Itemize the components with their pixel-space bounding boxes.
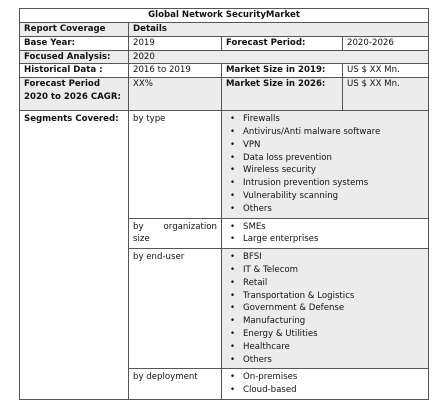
list-item: • Manufacturing: [226, 315, 424, 328]
organization-size-list: [226, 221, 424, 247]
report-table-container: [19, 8, 428, 400]
list-item: • Others: [226, 354, 424, 367]
segment-items: [222, 249, 429, 369]
end-user-list: [226, 251, 424, 366]
list-item: • Retail: [226, 277, 424, 290]
list-item: • Large enterprises: [226, 233, 424, 246]
market-size-2019-label: Market Size in 2019:: [222, 64, 343, 78]
base-year-value: 2019: [129, 36, 222, 50]
list-item: • Cloud-based: [226, 384, 424, 397]
base-year-label: Base Year:: [20, 36, 129, 50]
header-report-coverage: Report Coverage: [20, 23, 129, 37]
list-item: • Transportation & Logistics: [226, 290, 424, 303]
list-item: • VPN: [226, 139, 424, 152]
list-item: • Intrusion prevention systems: [226, 177, 424, 190]
cagr-label: Forecast Period 2020 to 2026 CAGR:: [20, 78, 129, 111]
segment-name: by deployment: [129, 369, 222, 400]
list-item: • Antivirus/Anti malware software: [226, 126, 424, 139]
list-item: • Energy & Utilities: [226, 328, 424, 341]
segment-name: by type: [129, 111, 222, 218]
list-item: • Wireless security: [226, 164, 424, 177]
market-size-2026-label: Market Size in 2026:: [222, 78, 343, 111]
header-details: Details: [129, 23, 429, 37]
row-historical: [20, 64, 429, 78]
segment-items: [222, 369, 429, 400]
report-coverage-table: [19, 8, 429, 400]
row-base-year: [20, 36, 429, 50]
segment-items: [222, 218, 429, 249]
list-item: • On-premises: [226, 371, 424, 384]
segment-name: [129, 218, 222, 249]
list-item: • Government & Defense: [226, 302, 424, 315]
list-item: • Data loss prevention: [226, 152, 424, 165]
focused-analysis-value: 2020: [129, 50, 429, 64]
segment-items: [222, 111, 429, 218]
list-item: • BFSI: [226, 251, 424, 264]
market-size-2026-value: US $ XX Mn.: [343, 78, 429, 111]
deployment-list: [226, 371, 424, 397]
table-title: Global Network SecurityMarket: [20, 9, 429, 23]
segment-name-line: size: [133, 234, 150, 245]
cagr-value: XX%: [129, 78, 222, 111]
row-focused-analysis: [20, 50, 429, 64]
header-row: [20, 23, 429, 37]
segment-name: by end-user: [129, 249, 222, 369]
list-item: • Healthcare: [226, 341, 424, 354]
list-item: • SMEs: [226, 221, 424, 234]
forecast-period-value: 2020-2026: [343, 36, 429, 50]
list-item: • Vulnerability scanning: [226, 190, 424, 203]
focused-analysis-label: Focused Analysis:: [20, 50, 129, 64]
list-item: • Others: [226, 203, 424, 216]
historical-value: 2016 to 2019: [129, 64, 222, 78]
segment-name-line: by organization: [133, 221, 217, 232]
row-cagr: [20, 78, 429, 111]
historical-label: Historical Data :: [20, 64, 129, 78]
list-item: • IT & Telecom: [226, 264, 424, 277]
segment-row-type: [20, 111, 429, 218]
type-list: [226, 113, 424, 215]
forecast-period-label: Forecast Period:: [222, 36, 343, 50]
list-item: • Firewalls: [226, 113, 424, 126]
segments-covered-label: Segments Covered:: [20, 111, 129, 400]
market-size-2019-value: US $ XX Mn.: [343, 64, 429, 78]
title-row: [20, 9, 429, 23]
